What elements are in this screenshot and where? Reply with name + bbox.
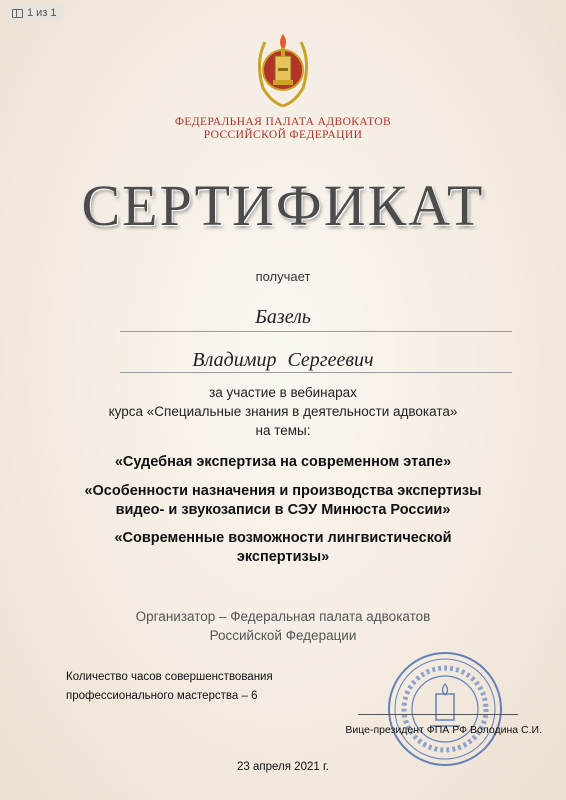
issue-date: 23 апреля 2021 г. (237, 761, 329, 773)
organizer-line-1: Организатор – Федеральная палата адвокатов (135, 609, 431, 624)
signer: Вице-президент ФПА РФ Володина С.И. (345, 724, 542, 736)
fpa-emblem-icon (251, 28, 315, 110)
participation-line-3: на темы: (255, 423, 311, 438)
surname-underline (120, 331, 512, 332)
sidebar-icon (12, 9, 23, 18)
participation-line-2: курса «Специальные знания в деятельности адвоката» (108, 404, 458, 419)
training-hours (66, 668, 273, 706)
organizer (0, 607, 566, 645)
page-indicator[interactable] (6, 4, 63, 22)
given-names-underline (120, 372, 512, 373)
hours-line-2: профессионального мастерства – 6 (66, 690, 258, 702)
organizer-line-2: Российской Федерации (209, 628, 357, 643)
receives-label: получает (255, 269, 311, 284)
organization-name (0, 116, 566, 142)
recipient-given-names: Владимир Сергеевич (192, 349, 374, 371)
org-line-2: РОССИЙСКОЙ ФЕДЕРАЦИИ (203, 129, 363, 141)
topic-2 (0, 482, 566, 520)
topic-3-line-2: экспертизы» (236, 549, 330, 565)
topic-3 (0, 529, 566, 567)
topic-2-line-1: «Особенности назначения и производства экспертизы (84, 483, 482, 499)
topic-3-line-1: «Современные возможности лингвистической (114, 530, 452, 546)
participation-line-1: за участие в вебинарах (209, 385, 357, 400)
page-count: 1 из 1 (27, 7, 57, 19)
official-stamp (386, 650, 504, 768)
certificate-title: СЕРТИФИКАТ (81, 173, 485, 238)
signature-line (358, 714, 518, 715)
topic-1 (0, 453, 566, 472)
topic-2-line-2: видео- и звукозаписи в СЭУ Минюста России» (115, 502, 451, 518)
org-line-1: ФЕДЕРАЛЬНАЯ ПАЛАТА АДВОКАТОВ (174, 116, 392, 128)
topic-1-line-1: «Судебная экспертиза на современном этапе» (114, 454, 452, 470)
recipient-surname: Базель (255, 306, 311, 328)
hours-line-1: Количество часов совершенствования (66, 671, 273, 683)
